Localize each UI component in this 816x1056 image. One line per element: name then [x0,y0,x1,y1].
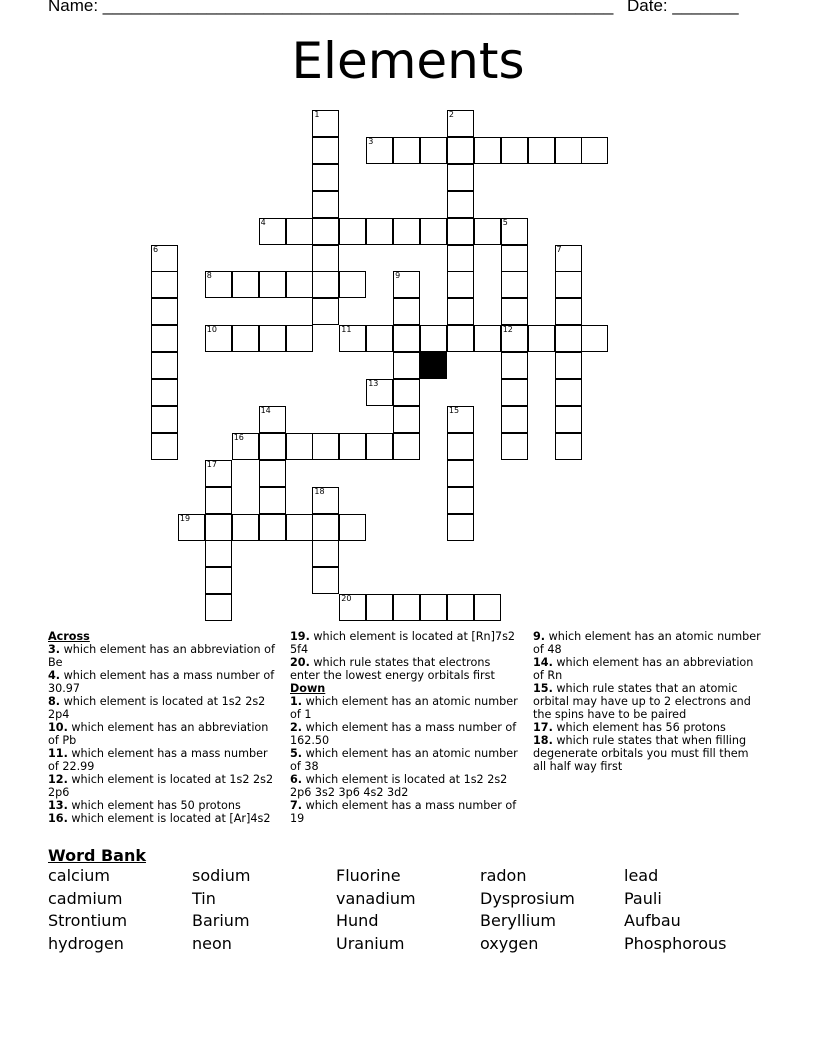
grid-cell[interactable] [393,594,420,621]
grid-cell[interactable] [393,298,420,325]
grid-cell[interactable] [312,298,339,325]
grid-cell[interactable] [555,325,582,352]
grid-cell[interactable] [286,271,313,298]
grid-cell[interactable] [555,379,582,406]
grid-cell[interactable] [474,137,501,164]
clue-number: 1. [290,695,303,708]
grid-cell[interactable] [555,298,582,325]
clue-text: which element is located at 1s2 2s2 2p6 3s2 3p6 4s2 3d2 [290,773,508,799]
clue [48,643,276,669]
grid-cell[interactable] [312,137,339,164]
word-bank-item: Barium [192,911,250,931]
grid-cell[interactable] [312,164,339,191]
grid-cell[interactable] [232,514,259,541]
clue-number: 17. [533,721,553,734]
name-field-label: Name: ______________________________________________________ [48,0,614,15]
grid-cell[interactable] [205,594,232,621]
word-bank-item: radon [480,866,527,885]
clue [290,799,518,825]
grid-cell[interactable] [366,433,393,460]
grid-cell[interactable] [581,137,608,164]
word-bank-item: vanadium [336,888,416,908]
word-bank-item: neon [192,934,232,954]
grid-cell[interactable] [501,137,528,164]
clue-number: 5. [290,747,303,760]
grid-cell[interactable] [286,433,313,460]
grid-cell[interactable] [151,271,178,298]
clue-number: 4 [260,217,266,227]
grid-cell[interactable] [312,487,339,514]
grid-cell[interactable] [259,271,286,298]
clue [48,747,276,773]
grid-cell[interactable] [447,406,474,433]
clue-number: 3 [368,136,374,146]
grid-cell[interactable] [205,487,232,514]
grid-cell[interactable] [232,325,259,352]
grid-cell[interactable] [474,594,501,621]
clue [48,812,276,825]
grid-cell[interactable] [259,325,286,352]
grid-cell[interactable] [205,514,232,541]
word-bank-item: Phosphorous [624,934,727,954]
grid-cell[interactable] [555,352,582,379]
grid-cell[interactable] [312,191,339,218]
black-cell [420,352,447,379]
grid-cell[interactable] [393,137,420,164]
clue-number: 6. [290,773,303,786]
clue-text: which element has 50 protons [67,799,241,812]
word-bank-item: lead [624,866,659,885]
grid-cell[interactable] [501,298,528,325]
word-bank-item: Aufbau [624,911,681,931]
grid-cell[interactable] [339,433,366,460]
clue [533,656,761,682]
grid-cell[interactable] [555,271,582,298]
grid-cell[interactable] [555,406,582,433]
grid-cell[interactable] [447,298,474,325]
grid-cell[interactable] [393,379,420,406]
grid-cell[interactable] [555,245,582,272]
grid-cell[interactable] [205,460,232,487]
clue [290,630,518,656]
grid-cell[interactable] [339,271,366,298]
grid-cell[interactable] [312,110,339,137]
grid-cell[interactable] [420,594,447,621]
grid-cell[interactable] [447,110,474,137]
grid-cell[interactable] [259,406,286,433]
grid-cell[interactable] [259,460,286,487]
clue-text: which element has an atomic number of 38 [290,747,518,773]
clue-number: 16 [233,432,244,442]
grid-cell[interactable] [528,325,555,352]
grid-cell[interactable] [420,137,447,164]
grid-cell[interactable] [555,137,582,164]
word-bank-item: Tin [192,888,216,908]
clue [48,669,276,695]
grid-cell[interactable] [447,271,474,298]
grid-cell[interactable] [366,594,393,621]
clue-number: 1 [314,110,320,119]
page-title: Elements [291,32,525,90]
grid-cell[interactable] [393,271,420,298]
grid-cell[interactable] [474,218,501,245]
grid-cell[interactable] [447,164,474,191]
grid-cell[interactable] [312,271,339,298]
grid-cell[interactable] [501,379,528,406]
clue [533,630,761,656]
grid-cell[interactable] [447,218,474,245]
clue-text: which element is located at [Rn]7s2 5f4 [290,630,516,656]
word-bank-item: Dysprosium [480,888,575,908]
clue-text: which element is located at [Ar]4s2 [67,812,271,825]
grid-cell[interactable] [447,487,474,514]
grid-cell[interactable] [232,433,259,460]
clue-number: 12 [502,325,513,335]
clue-text: which element has a mass number of 30.97 [48,669,275,695]
clue-number: 7. [290,799,303,812]
clue [48,773,276,799]
grid-cell[interactable] [447,460,474,487]
grid-cell[interactable] [232,271,259,298]
grid-cell[interactable] [447,325,474,352]
grid-cell[interactable] [312,567,339,594]
word-bank-item: oxygen [480,934,539,954]
grid-cell[interactable] [205,325,232,352]
grid-cell[interactable] [151,352,178,379]
clue-number: 10 [206,325,217,335]
clue-number: 14. [533,656,553,669]
clue-text: which rule states that an atomic orbital may have up to 2 electrons and the spins have to be paired [533,682,751,721]
clue-number: 20 [341,594,352,604]
clue-number: 13 [368,379,379,388]
clue [290,773,518,799]
clue [533,734,761,773]
word-bank-item: Fluorine [336,866,401,885]
clue-number: 18 [314,486,325,496]
grid-cell[interactable] [205,567,232,594]
down-heading: Down [290,682,326,695]
clue-text: which element has an abbreviation of Rn [533,656,754,682]
clue [290,747,518,773]
clue-number: 5 [502,217,508,227]
grid-cell[interactable] [447,433,474,460]
clue-number: 14 [260,405,271,415]
clue-number: 7 [556,244,562,254]
grid-cell[interactable] [259,514,286,541]
grid-cell[interactable] [151,433,178,460]
clue-number: 17 [206,459,217,469]
grid-cell[interactable] [259,433,286,460]
clue-text: which element is located at 1s2 2s2 2p6 [48,773,274,799]
grid-cell[interactable] [339,218,366,245]
clues-column-3 [533,630,761,773]
word-bank-item: Strontium [48,911,128,931]
clue-number: 15. [533,682,553,695]
word-bank-item: Hund [336,911,379,931]
clue-number: 9 [395,271,401,281]
grid-cell[interactable] [528,137,555,164]
grid-cell[interactable] [151,325,178,352]
clue-number: 15 [448,405,460,415]
clue-number: 20. [290,656,310,669]
grid-cell[interactable] [151,245,178,272]
grid-cell[interactable] [151,379,178,406]
clues-column-2 [290,630,518,825]
clue-text: which rule states that electrons enter the lowest energy orbitals first [290,656,495,682]
word-bank-item: hydrogen [48,934,124,954]
grid-cell[interactable] [339,594,366,621]
clue-text: which element has a mass number of 22.99 [48,747,268,773]
clue-text: which element has an abbreviation of Be [48,643,275,669]
grid-cell[interactable] [259,218,286,245]
clue-number: 3. [48,643,61,656]
grid-cell[interactable] [205,271,232,298]
clue-text: which element has a mass number of 162.50 [290,721,517,747]
clue-text: which element is located at 1s2 2s2 2p4 [48,695,266,721]
grid-cell[interactable] [339,514,366,541]
word-bank-item: cadmium [48,888,123,908]
word-bank-item: Uranium [336,934,405,954]
grid-cell[interactable] [339,325,366,352]
grid-cell[interactable] [178,514,205,541]
grid-cell[interactable] [447,594,474,621]
grid-cell[interactable] [393,352,420,379]
clue [533,682,761,721]
grid-cell[interactable] [312,245,339,272]
grid-cell[interactable] [366,218,393,245]
grid-cell[interactable] [501,433,528,460]
clue-text: which element has 56 protons [552,721,726,734]
clue [48,695,276,721]
clue-number: 11 [341,325,352,335]
grid-cell[interactable] [501,271,528,298]
grid-cell[interactable] [501,245,528,272]
clue [290,721,518,747]
grid-cell[interactable] [501,218,528,245]
clue [48,799,276,812]
word-bank [48,866,788,957]
grid-cell[interactable] [501,325,528,352]
clue-number: 8 [206,271,212,281]
clue-number: 2 [448,110,454,119]
grid-cell[interactable] [447,137,474,164]
grid-cell[interactable] [205,540,232,567]
grid-cell[interactable] [501,352,528,379]
grid-cell[interactable] [366,137,393,164]
grid-cell[interactable] [151,406,178,433]
grid-cell[interactable] [447,245,474,272]
clue-number: 18. [533,734,553,747]
clue-number: 19 [179,513,191,523]
clue [290,656,518,682]
clue-number: 4. [48,669,61,682]
clue-number: 19. [290,630,310,643]
word-bank-item: sodium [192,866,251,885]
clue-number: 9. [533,630,546,643]
clue-number: 13. [48,799,68,812]
clues-column-1 [48,630,276,825]
clue-text: which element has an atomic number of 48 [533,630,761,656]
grid-cell[interactable] [151,298,178,325]
clue-number: 16. [48,812,68,825]
clue-text: which element has a mass number of 19 [290,799,517,825]
grid-cell[interactable] [447,191,474,218]
grid-cell[interactable] [420,325,447,352]
grid-cell[interactable] [312,433,339,460]
grid-cell[interactable] [312,540,339,567]
grid-cell[interactable] [312,218,339,245]
word-bank-title: Word Bank [48,846,147,865]
grid-cell[interactable] [259,487,286,514]
grid-cell[interactable] [393,325,420,352]
grid-cell[interactable] [366,325,393,352]
grid-cell[interactable] [393,433,420,460]
clue-number: 12. [48,773,68,786]
grid-cell[interactable] [393,218,420,245]
grid-cell[interactable] [393,406,420,433]
clue-number: 11. [48,747,68,760]
grid-cell[interactable] [286,325,313,352]
grid-cell[interactable] [312,514,339,541]
word-bank-item: Beryllium [480,911,556,931]
clue [290,695,518,721]
grid-cell[interactable] [366,379,393,406]
grid-cell[interactable] [286,514,313,541]
grid-cell[interactable] [581,325,608,352]
across-heading: Across [48,630,90,643]
grid-cell[interactable] [420,218,447,245]
grid-cell[interactable] [474,325,501,352]
word-bank-item: Pauli [624,888,662,908]
clue-number: 2. [290,721,303,734]
grid-cell[interactable] [555,433,582,460]
clue [533,721,761,734]
date-field-label: Date: _______ [627,0,739,15]
grid-cell[interactable] [501,406,528,433]
clue-text: which element has an atomic number of 1 [290,695,518,721]
clue-number: 10. [48,721,68,734]
clue [48,721,276,747]
grid-cell[interactable] [447,514,474,541]
clue-number: 8. [48,695,61,708]
word-bank-item: calcium [48,866,111,885]
clue-text: which rule states that when filling degenerate orbitals you must fill them all half way first [533,734,749,773]
grid-cell[interactable] [286,218,313,245]
clue-number: 6 [153,244,159,254]
clue-text: which element has an abbreviation of Pb [48,721,269,747]
